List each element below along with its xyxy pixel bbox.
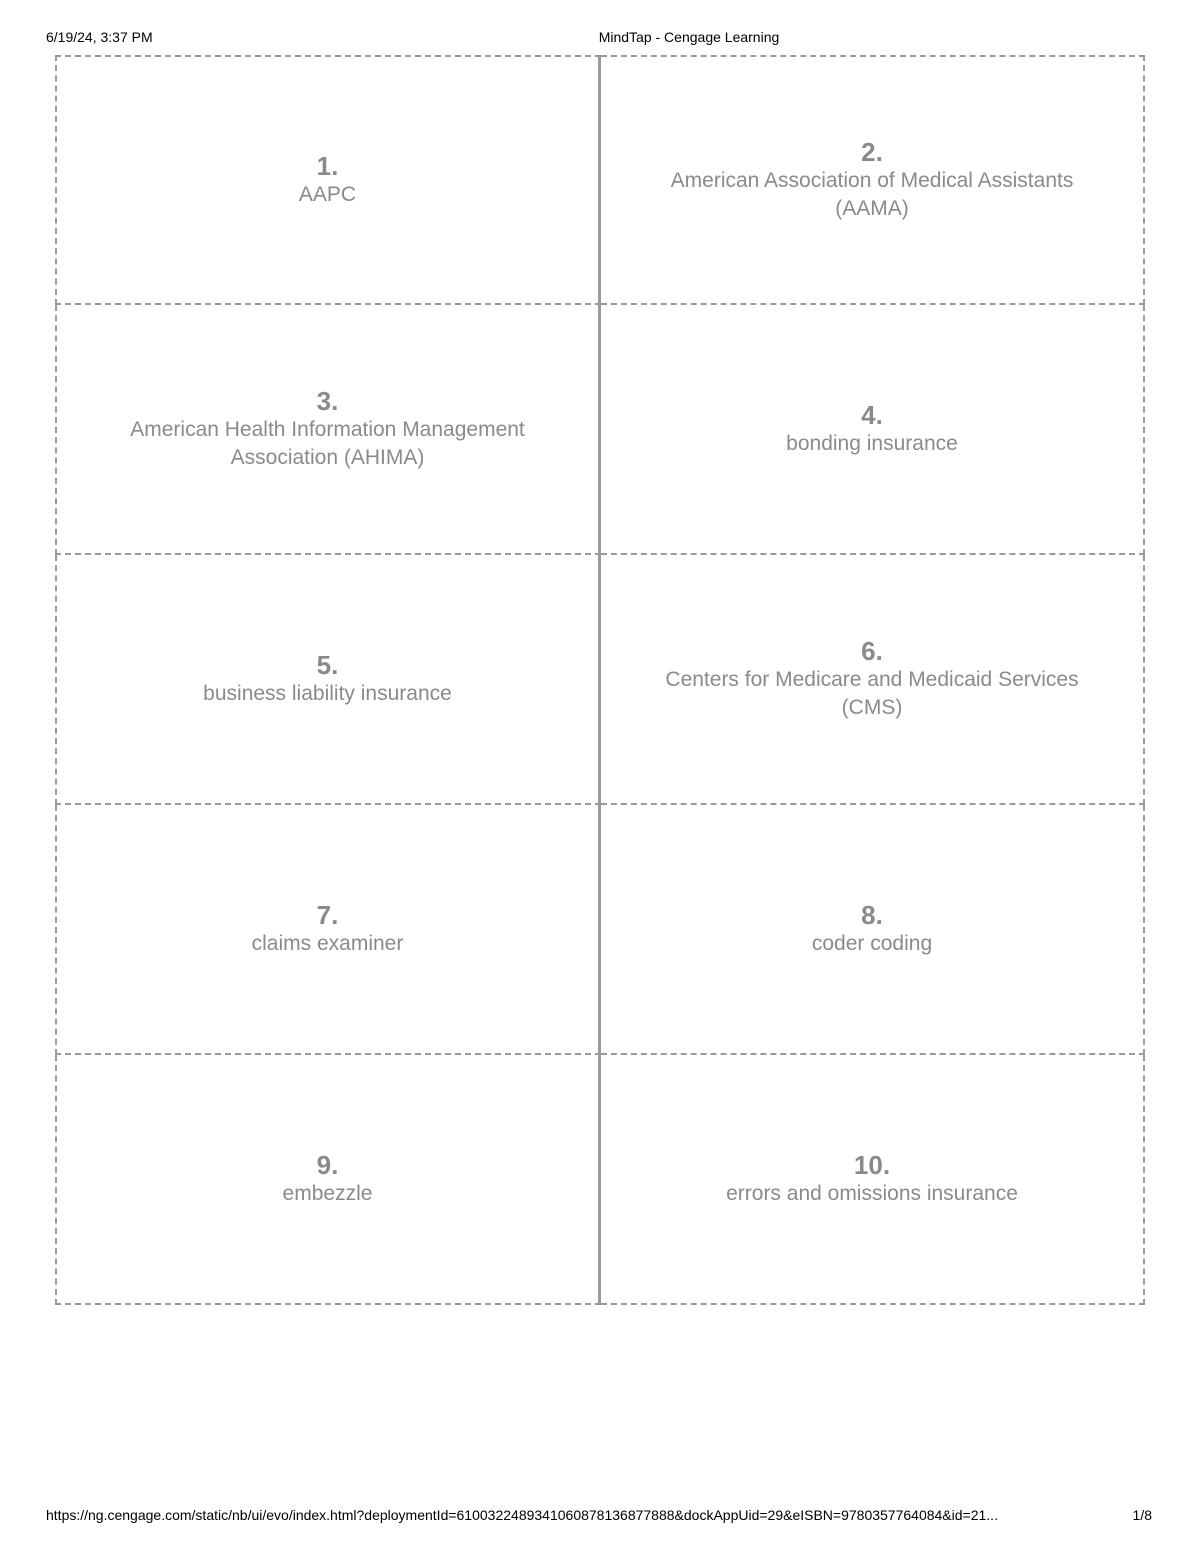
flashcard-term: business liability insurance [203,682,452,705]
flashcard-term: bonding insurance [786,432,958,455]
flashcard-term: AAPC [298,183,357,206]
flashcard-grid [55,55,1145,1307]
flashcard[interactable] [55,555,601,805]
flashcard-number: 10. [853,1150,891,1180]
flashcard-term: embezzle [282,1182,373,1205]
flashcard-number: 6. [861,636,883,666]
flashcard[interactable] [601,55,1145,305]
page-title: MindTap - Cengage Learning [598,29,780,45]
flashcard-term: American Association of Medical Assistants (AAMA) [670,169,1074,220]
flashcard-number: 1. [316,151,339,181]
flashcard-term: American Health Information Management Association (AHIMA) [130,418,525,469]
flashcard[interactable] [55,805,601,1055]
flashcard[interactable] [601,805,1145,1055]
print-header [0,29,1200,49]
flashcard-term: coder coding [811,932,933,955]
page-url: https://ng.cengage.com/static/nb/ui/evo/index.html?deploymentId=6100322489341060878136877888&dockAppUid=29&eISBN=9780357764084&id=21... [46,1507,998,1523]
flashcard-term: Centers for Medicare and Medicaid Services (CMS) [665,668,1079,719]
flashcard-number: 8. [861,900,883,930]
flashcard-number: 7. [316,900,339,930]
flashcard[interactable] [55,305,601,555]
page-number: 1/8 [1132,1507,1152,1523]
flashcard-number: 9. [316,1150,339,1180]
flashcard[interactable] [601,1055,1145,1305]
flashcard[interactable] [601,305,1145,555]
print-footer [0,1507,1200,1527]
print-date: 6/19/24, 3:37 PM [46,29,153,45]
flashcard-number: 5. [316,650,339,680]
flashcard[interactable] [55,55,601,305]
flashcard[interactable] [55,1055,601,1305]
flashcard[interactable] [601,555,1145,805]
flashcard-term: claims examiner [251,932,404,955]
flashcard-number: 3. [316,386,339,416]
flashcard-number: 4. [861,400,883,430]
flashcard-number: 2. [861,137,883,167]
flashcard-term: errors and omissions insurance [726,1182,1018,1205]
